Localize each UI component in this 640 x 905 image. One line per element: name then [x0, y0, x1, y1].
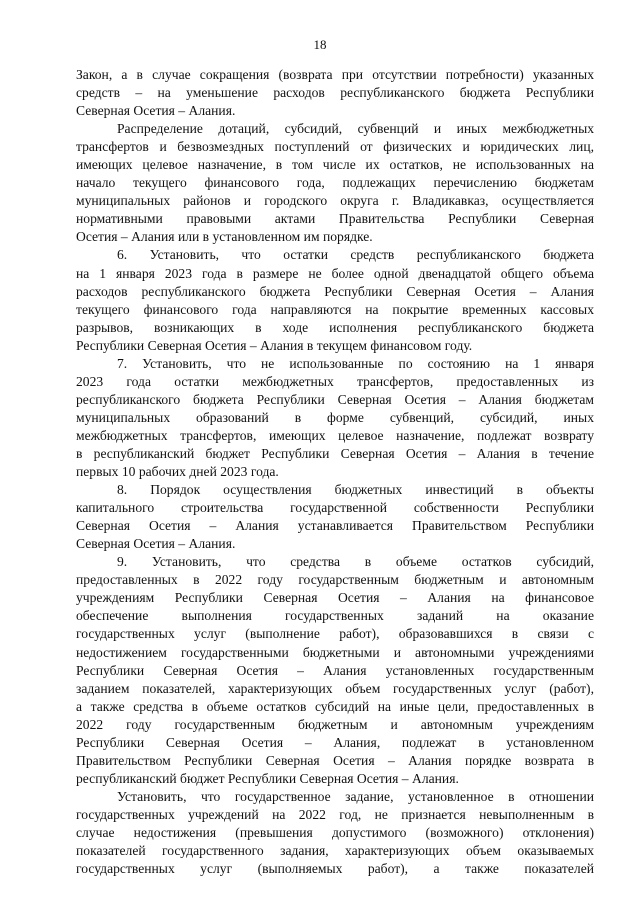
paragraph	[76, 246, 594, 354]
text-line: нормативными правовыми актами Правительства Республики Северная	[76, 211, 594, 227]
text-line: государственных услуг (выполняемых работ), а также показателей	[76, 861, 594, 877]
text-line: Закон, а в случае сокращения (возврата при отсутствии потребности) указанных	[76, 67, 594, 82]
text-line: Распределение дотаций, субсидий, субвенций и иных межбюджетных	[117, 121, 594, 137]
text-line: предоставленных в 2022 году государственным бюджетным и автономным	[76, 572, 594, 588]
text-line: начало текущего финансового года, подлежащих перечислению бюджетам	[76, 175, 594, 191]
text-line: Северная Осетия – Алания устанавливается Правительством Республики	[76, 518, 594, 534]
text-line: разрывов, возникающих в ходе исполнения республиканского бюджета	[76, 319, 594, 335]
text-line: Установить, что государственное задание, установленное в отношении	[117, 788, 594, 804]
text-line: 2022 году государственным бюджетным и автономным учреждениям	[76, 716, 594, 732]
text-line: 6. Установить, что остатки средств республиканского бюджета	[117, 247, 594, 263]
text-line: Северная Осетия – Алания.	[76, 103, 236, 119]
text-line: а также средства в объеме остатков субсидий на иные цели, предоставленных в	[76, 698, 594, 714]
paragraph	[76, 553, 594, 788]
text-line: 8. Порядок осуществления бюджетных инвестиций в объекты	[117, 482, 594, 498]
paragraph	[76, 120, 594, 246]
text-line: 7. Установить, что не использованные по состоянию на 1 января	[117, 355, 594, 371]
text-line: Республики Северная Осетия – Алания в текущем финансовом году.	[76, 337, 473, 353]
text-line: государственных учреждений на 2022 год, не признается невыполненным в	[76, 806, 594, 822]
text-line: 2023 года остатки межбюджетных трансфертов, предоставленных из	[76, 373, 594, 389]
text-line: 9. Установить, что средства в объеме остатков субсидий,	[117, 554, 594, 570]
text-line: имеющих целевое назначение, в том числе их остатков, не использованных на	[76, 157, 594, 173]
paragraph	[76, 481, 594, 553]
text-line: Республики Северная Осетия – Алания установленных государственным	[76, 662, 594, 678]
text-line: Осетия – Алания или в установленном им порядке.	[76, 229, 373, 245]
document-body	[76, 66, 594, 878]
text-line: показателей государственного задания, характеризующих объем оказываемых	[76, 843, 594, 859]
text-line: муниципальных образований в форме субвенций, субсидий, иных	[76, 409, 594, 425]
text-line: расходов республиканского бюджета Республики Северная Осетия – Алания	[76, 283, 594, 299]
text-line: Республики Северная Осетия – Алания, подлежат в установленном	[76, 734, 594, 750]
text-line: государственных услуг (выполнение работ), образовавшихся в связи с	[76, 626, 594, 642]
paragraph	[76, 788, 594, 878]
text-line: на 1 января 2023 года в размере не более одной двенадцатой общего объема	[76, 265, 594, 281]
text-line: республиканский бюджет Республики Северная Осетия – Алания.	[76, 770, 459, 786]
paragraph	[76, 355, 594, 481]
text-line: первых 10 рабочих дней 2023 года.	[76, 464, 279, 480]
text-line: Северная Осетия – Алания.	[76, 536, 236, 552]
text-line: в республиканский бюджет Республики Северная Осетия – Алания в течение	[76, 445, 594, 461]
text-line: учреждениям Республики Северная Осетия – Алания на финансовое	[76, 590, 594, 606]
text-line: муниципальных районов и городского округа г. Владикавказ, осуществляется	[76, 193, 594, 209]
text-line: недостижением государственными бюджетными и автономными учреждениями	[76, 644, 594, 660]
text-line: республиканского бюджета Республики Северная Осетия – Алания бюджетам	[76, 391, 594, 407]
text-line: Правительством Республики Северная Осетия – Алания порядке возврата в	[76, 752, 594, 768]
text-line: трансфертов и безвозмездных поступлений от физических и юридических лиц,	[76, 139, 594, 155]
text-line: обеспечение выполнения государственных заданий на оказание	[76, 608, 594, 624]
text-line: случае недостижения (превышения допустимого (возможного) отклонения)	[76, 824, 594, 840]
text-line: капитального строительства государственной собственности Республики	[76, 500, 594, 516]
text-line: межбюджетных трансфертов, имеющих целевое назначение, подлежат возврату	[76, 427, 594, 443]
text-line: средств – на уменьшение расходов республиканского бюджета Республики	[76, 85, 594, 101]
text-line: текущего финансового года направляются на покрытие временных кассовых	[76, 301, 594, 317]
page-number: 18	[313, 37, 327, 52]
text-line: заданием показателей, характеризующих объем государственных услуг (работ),	[76, 680, 594, 696]
paragraph	[76, 66, 594, 120]
